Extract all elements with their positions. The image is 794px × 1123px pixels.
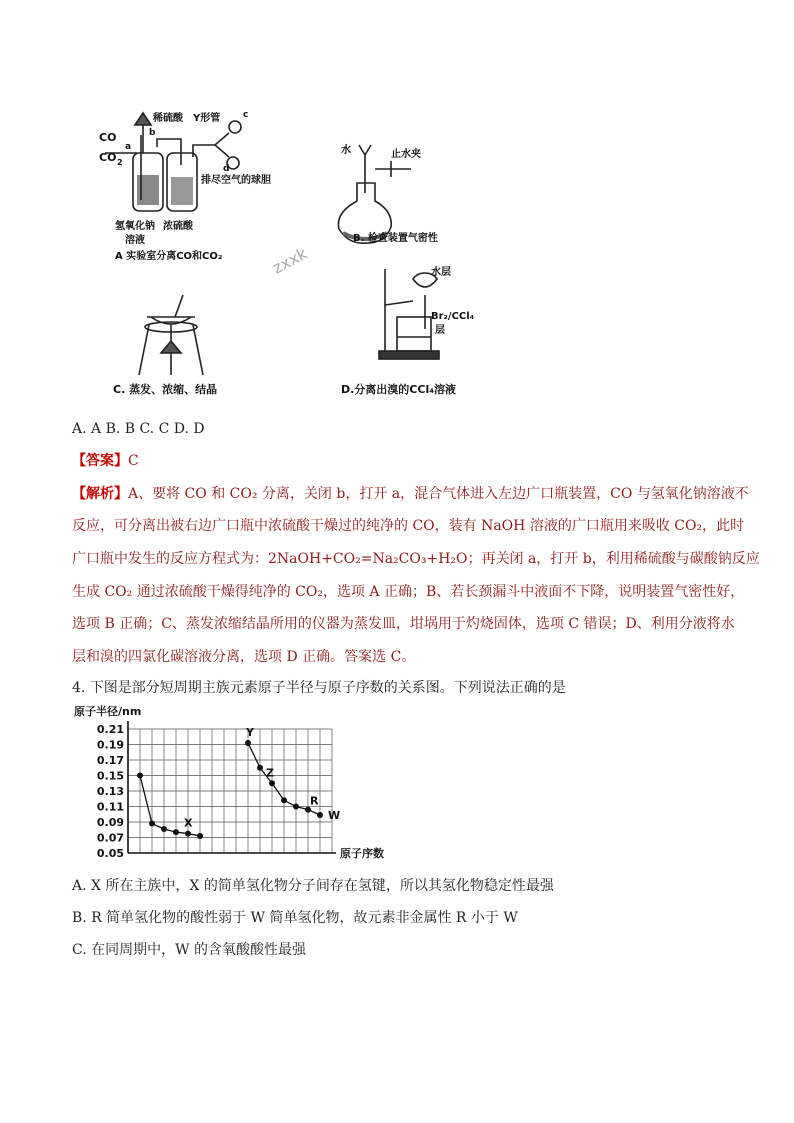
data-point (173, 829, 179, 835)
y-tick-label: 0.15 (96, 769, 124, 783)
data-point (293, 804, 299, 810)
radius-chart-svg (70, 703, 410, 863)
fig-d-water-layer: 水层 (431, 267, 451, 278)
fig-a-label-d: d (223, 164, 230, 174)
answer-value: C (128, 453, 139, 469)
fig-a-naoh2: 溶液 (125, 235, 145, 246)
data-point (197, 833, 203, 839)
fig-b-clamp: 止水夹 (391, 149, 421, 160)
fig-a-label-b: b (149, 128, 156, 138)
fig-c-caption: C. 蒸发、浓缩、结晶 (113, 383, 218, 396)
analysis-line-2: 反应，可分离出被右边广口瓶中浓硫酸干燥过的纯净的 CO，装有 NaOH 溶液的广口瓶用来吸收 CO₂，此时 (72, 518, 745, 534)
point-label-X: X (184, 816, 193, 830)
y-tick-label: 0.07 (96, 831, 124, 845)
data-point (137, 773, 143, 779)
fig-a-co2: CO (99, 151, 117, 164)
data-point (149, 821, 155, 827)
fig-a-naoh: 氢氧化钠 (115, 221, 155, 232)
answer-line (72, 452, 722, 470)
fig-a-co: CO (99, 131, 117, 144)
fig-a-caption: A 实验室分离CO和CO₂ (115, 251, 223, 262)
answer-tag: 【答案】 (72, 453, 128, 469)
q4-option-a[interactable]: A. X 所在主族中，X 的简单氢化物分子间存在氢键，所以其氢化物稳定性最强 (72, 878, 554, 894)
y-tick-label: 0.11 (96, 800, 124, 814)
analysis-line-1 (72, 485, 749, 503)
analysis-text-1: A、要将 CO 和 CO₂ 分离，关闭 b，打开 a，混合气体进入左边广口瓶装置，CO 与氢氧化钠溶液不 (128, 486, 749, 502)
data-point (161, 826, 167, 832)
fig-a-co2-sub: 2 (117, 158, 123, 167)
q4-stem: 4. 下图是部分短周期主族元素原子半径与原子序数的关系图。下列说法正确的是 (72, 680, 566, 696)
fig-a-label-a: a (125, 142, 132, 152)
fig-a-h2so4: 浓硫酸 (163, 221, 193, 232)
analysis-tag: 【解析】 (72, 486, 128, 502)
fig-a-remove-air: 排尽空气的球胆 (201, 175, 271, 186)
y-axis-label: 原子半径/nm (74, 705, 142, 718)
options-line: A. A B. B C. C D. D (72, 421, 205, 437)
data-point (257, 765, 263, 771)
point-label-Y: Y (246, 725, 254, 739)
fig-a-label-c: c (243, 110, 249, 120)
point-label-R: R (310, 794, 319, 808)
x-axis-label: 原子序数 (340, 847, 384, 860)
q4-option-b[interactable]: B. R 简单氢化物的酸性弱于 W 简单氢化物，故元素非金属性 R 小于 W (72, 910, 518, 926)
fig-a-ytube: Y形管 (193, 113, 221, 124)
point-label-Z: Z (266, 766, 274, 780)
fig-d-caption: D.分离出溴的CCl₄溶液 (341, 383, 457, 396)
fig-d-ccl4-layer: Br₂/CCl₄ (431, 311, 475, 322)
fig-b-water: 水 (341, 145, 351, 156)
fig-d-ccl4-layer2: 层 (435, 325, 445, 336)
fig-b-caption: B. 检查装置气密性 (353, 233, 438, 244)
apparatus-figure (95, 105, 495, 405)
analysis-line-6: 层和溴的四氯化碳溶液分离，选项 D 正确。答案选 C。 (72, 649, 416, 665)
radius-chart (70, 703, 410, 863)
y-tick-label: 0.19 (96, 738, 124, 752)
fig-a-acid: 稀硫酸 (153, 113, 183, 124)
analysis-line-5: 选项 B 正确；C、蒸发浓缩结晶所用的仪器为蒸发皿，坩埚用于灼烧固体，选项 C 错误；D、利用分液将水 (72, 616, 735, 632)
y-tick-label: 0.21 (96, 723, 124, 736)
y-tick-label: 0.17 (96, 754, 124, 767)
data-point (281, 797, 287, 803)
point-label-W: W (328, 809, 341, 823)
q4-option-c[interactable]: C. 在同周期中，W 的含氧酸酸性最强 (72, 942, 306, 958)
y-tick-label: 0.13 (96, 785, 124, 798)
watermark: zxxk (269, 243, 311, 278)
y-tick-label: 0.05 (96, 847, 124, 860)
y-tick-label: 0.09 (96, 816, 124, 829)
data-point (185, 831, 191, 837)
data-point (317, 812, 323, 818)
data-point (245, 740, 251, 746)
apparatus-drawing (95, 105, 495, 405)
data-point (269, 780, 275, 786)
analysis-line-3: 广口瓶中发生的反应方程式为：2NaOH+CO₂=Na₂CO₃+H₂O；再关闭 a，打开 b，利用稀硫酸与碳酸钠反应 (72, 551, 760, 567)
analysis-line-4: 生成 CO₂ 通过浓硫酸干燥得纯净的 CO₂，选项 A 正确；B、若长颈漏斗中液面不下降，说明装置气密性好， (72, 584, 745, 600)
